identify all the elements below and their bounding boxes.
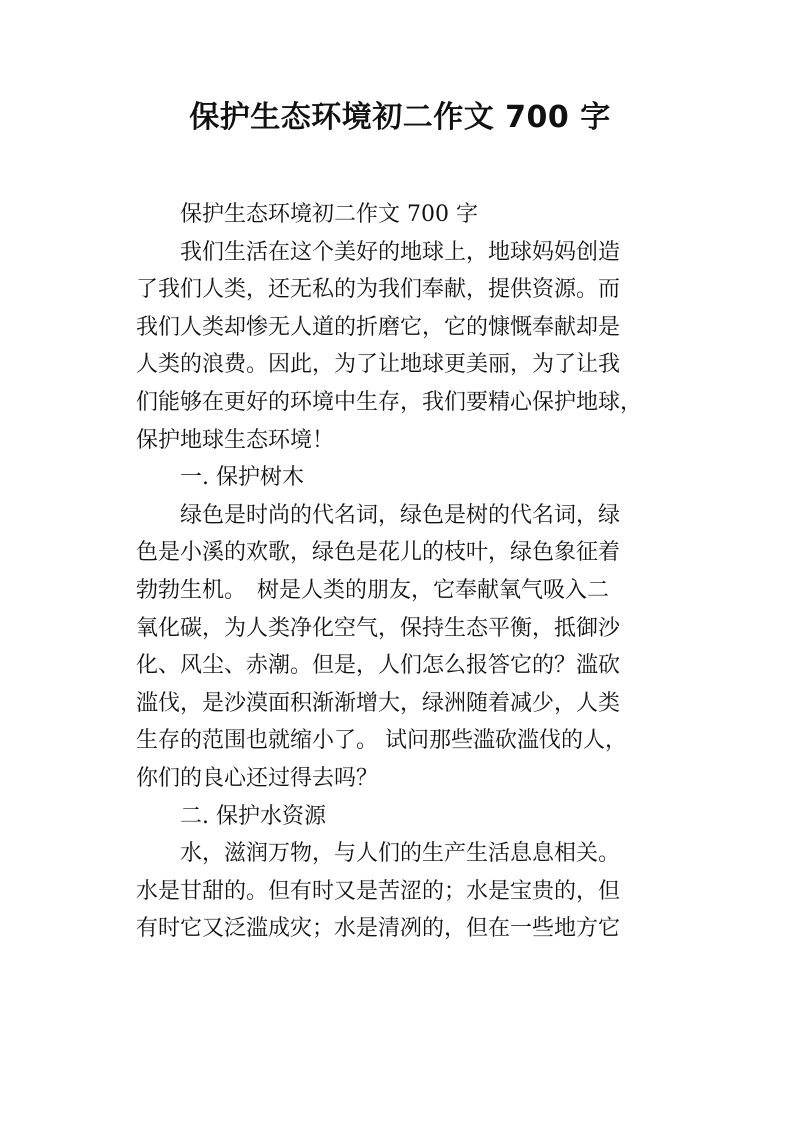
paragraph-water — [136, 835, 666, 948]
text-line: 有时它又泛滥成灾；水是清冽的，但在一些地方它 — [136, 916, 621, 942]
paragraph-trees — [136, 497, 666, 798]
text-line: 保护地球生态环境！ — [136, 427, 335, 453]
text-line: 勃勃生机。 树是人类的朋友，它奉献氧气吸入二 — [136, 577, 610, 603]
text-line: 色是小溪的欢歌，绿色是花儿的枝叶，绿色象征着 — [136, 540, 621, 566]
document-body — [136, 196, 666, 948]
text-line: 你们的良心还过得去吗？ — [136, 765, 379, 791]
text-line: 们能够在更好的环境中生存，我们要精心保护地球， — [136, 389, 643, 415]
text-line: 水是甘甜的。但有时又是苦涩的；水是宝贵的，但 — [136, 878, 621, 904]
text-line: 我们生活在这个美好的地球上，地球妈妈创造 — [180, 239, 621, 265]
text-line: 了我们人类，还无私的为我们奉献，提供资源。而 — [136, 277, 621, 303]
text-line: 滥伐，是沙漠面积渐渐增大，绿洲随着减少，人类 — [136, 690, 621, 716]
text-line: 人类的浪费。因此，为了让地球更美丽，为了让我 — [136, 352, 621, 378]
text-line: 生存的范围也就缩小了。 试问那些滥砍滥伐的人， — [136, 728, 627, 754]
text-line: 二. 保护水资源 — [180, 803, 326, 829]
paragraph-intro — [136, 234, 666, 460]
text-line: 保护生态环境初二作文 700 字 — [180, 202, 478, 227]
section-heading-trees — [136, 459, 666, 497]
text-line: 一. 保护树木 — [180, 465, 304, 491]
text-line: 氧化碳，为人类净化空气，保持生态平衡，抵御沙 — [136, 615, 621, 641]
text-line: 我们人类却惨无人道的折磨它，它的慷慨奉献却是 — [136, 314, 621, 340]
text-line: 水，滋润万物，与人们的生产生活息息相关。 — [180, 841, 621, 867]
section-heading-water — [136, 798, 666, 836]
document-title: 保护生态环境初二作文 700 字 — [189, 100, 611, 135]
paragraph-subtitle — [136, 196, 666, 234]
text-line: 化、风尘、赤潮。但是，人们怎么报答它的？滥砍 — [136, 653, 621, 679]
text-line: 绿色是时尚的代名词，绿色是树的代名词，绿 — [180, 502, 621, 528]
